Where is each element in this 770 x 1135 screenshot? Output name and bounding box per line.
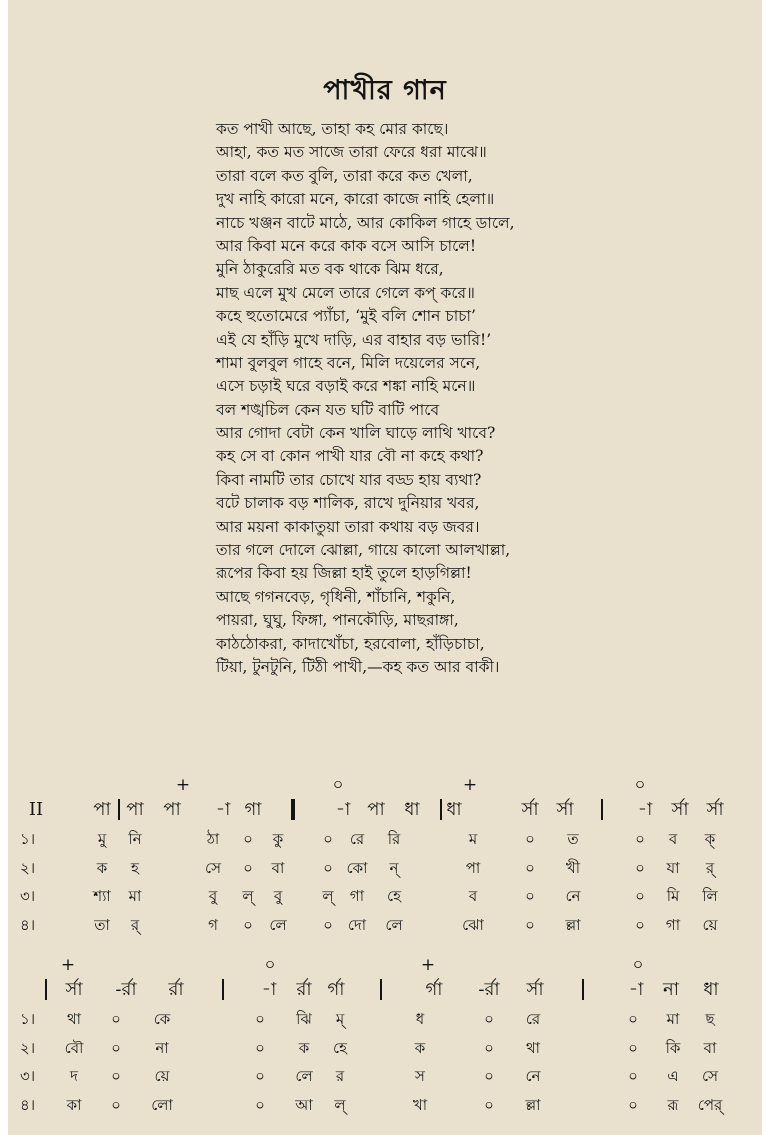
lyric-syllable: ল্‌ xyxy=(334,1095,346,1114)
lyric-syllable: ০ xyxy=(255,1010,265,1028)
lyric-syllable: ০ xyxy=(243,858,253,877)
beat-mark: + xyxy=(420,955,436,975)
lyric-syllable: মি xyxy=(666,887,680,905)
lyric-syllable: না xyxy=(155,1038,169,1057)
poem-line: আর ময়না কাকাতুয়া তারা কথায় বড় জবর। xyxy=(216,517,480,536)
lyric-syllable: ন্‌ xyxy=(389,858,399,877)
lyric-syllable: বা xyxy=(703,1038,717,1057)
swara-note: II xyxy=(28,799,44,820)
lyric-syllable: য়ে xyxy=(154,1067,170,1085)
poem-line: টিয়া, টুনটুনি, টিঠী পাখী,—কহ কত আর বাকী। xyxy=(216,657,500,676)
lyric-syllable: ম xyxy=(468,830,478,848)
lyric-syllable: ০ xyxy=(628,1010,638,1028)
swara-note: পা xyxy=(367,799,385,820)
lyric-syllable: পের্‌ xyxy=(697,1095,723,1114)
bar-line xyxy=(601,799,603,820)
lyric-syllable: ০ xyxy=(111,1095,121,1114)
lyric-syllable: ০ xyxy=(111,1067,121,1085)
swara-note: পা xyxy=(163,799,181,820)
lyric-syllable: ল্‌ xyxy=(322,887,334,905)
lyric-syllable: বু xyxy=(273,887,283,905)
lyric-syllable: ০ xyxy=(525,887,535,905)
poem-line: কাঠঠোকরা, কাদাখোঁচা, হরবোলা, হাঁড়িচাচা, xyxy=(216,634,485,653)
lyric-syllable: পা xyxy=(465,858,481,877)
verse-number: ২। xyxy=(20,1038,36,1057)
lyric-syllable: ক্‌ xyxy=(704,830,716,848)
lyric-syllable: যা xyxy=(666,858,680,877)
verse-number: ১। xyxy=(20,1010,36,1028)
swara-note: র্সা xyxy=(521,799,539,820)
lyric-syllable: ০ xyxy=(628,1095,638,1114)
lyric-syllable: ০ xyxy=(111,1038,121,1057)
lyric-syllable: লে xyxy=(385,915,403,934)
beat-mark: ০ xyxy=(264,955,276,975)
lyric-syllable: রূ xyxy=(667,1095,679,1114)
lyric-syllable: ক xyxy=(96,858,108,877)
lyric-syllable: ম্‌ xyxy=(335,1010,345,1028)
verse-number: ৪। xyxy=(20,1095,36,1114)
poem-text xyxy=(216,118,746,679)
poem-line: এসে চড়াই ঘরে বড়াই করে শঙ্কা নাহি মনে॥ xyxy=(216,377,476,396)
beat-mark-row xyxy=(8,955,762,975)
lyric-syllable: সে xyxy=(702,1067,718,1085)
beat-mark: ০ xyxy=(332,775,344,795)
lyric-syllable: হে xyxy=(333,1038,347,1057)
lyric-syllable: মা xyxy=(128,887,142,905)
swara-note: র্সা xyxy=(706,799,724,820)
lyric-syllable: ০ xyxy=(484,1010,494,1028)
lyric-syllable: ল্লা xyxy=(565,915,581,934)
lyric-syllable: ০ xyxy=(255,1038,265,1057)
lyric-syllable: হ xyxy=(131,858,139,877)
lyric-syllable: ক xyxy=(298,1038,310,1057)
lyric-syllable: আ xyxy=(295,1095,313,1114)
lyric-syllable: রি xyxy=(387,830,401,848)
bar-line xyxy=(582,979,584,1000)
lyric-syllable: গা xyxy=(665,915,681,934)
lyric-syllable: ০ xyxy=(484,1067,494,1085)
lyric-syllable: খী xyxy=(565,858,581,877)
swara-note: র্রা xyxy=(296,979,312,1000)
poem-line: আর কিবা মনে করে কাক বসে আসি চালে! xyxy=(216,236,477,255)
lyric-syllable: ০ xyxy=(635,858,645,877)
lyric-syllable: স xyxy=(415,1067,425,1085)
beat-mark-row xyxy=(8,775,762,795)
poem-line: কহ সে বা কোন পাখী যার বৌ না কহে কথা? xyxy=(216,447,484,466)
swara-note: গা xyxy=(244,799,262,820)
beat-mark: ০ xyxy=(632,955,644,975)
verse-number: ১। xyxy=(20,830,36,848)
lyric-syllable: ব xyxy=(668,830,678,848)
poem-line: আছে গগনবেড়, গৃধিনী, শাঁচানি, শকুনি, xyxy=(216,587,456,606)
swara-note: র্সা xyxy=(671,799,689,820)
bar-line xyxy=(45,979,47,1000)
lyric-syllable: ০ xyxy=(635,887,645,905)
lyric-syllable: ব xyxy=(468,887,478,905)
notation-block-2 xyxy=(8,955,762,1119)
lyric-syllable: গা xyxy=(349,887,365,905)
lyric-syllable: কো xyxy=(346,858,368,877)
swara-note: -া xyxy=(261,979,277,1000)
verse-row xyxy=(8,1091,762,1120)
swara-note: -া xyxy=(628,979,644,1000)
lyric-syllable: কা xyxy=(66,1095,82,1114)
lyric-syllable: দ xyxy=(70,1067,78,1085)
lyric-syllable: ০ xyxy=(111,1010,121,1028)
lyric-syllable: মু xyxy=(97,830,107,848)
song-title: পাখীর গান xyxy=(323,75,447,106)
poem-line: তার গলে দোলে ঝোল্লা, গায়ে কালো আলখাল্লা, xyxy=(216,541,511,560)
lyric-syllable: ০ xyxy=(255,1067,265,1085)
lyric-syllable: য়ে xyxy=(702,915,718,934)
lyric-syllable: বা xyxy=(271,858,285,877)
lyric-syllable: ০ xyxy=(323,915,333,934)
lyric-syllable: ঠা xyxy=(206,830,220,848)
swara-note: -া xyxy=(637,799,653,820)
lyric-syllable: সে xyxy=(205,858,221,877)
swara-note: -র্রা xyxy=(478,979,500,1000)
lyric-syllable: র্‌ xyxy=(705,858,715,877)
lyric-syllable: ছ xyxy=(705,1010,715,1028)
lyric-syllable: হে xyxy=(387,887,401,905)
poem-line: আহা, কত মত সাজে তারা ফেরে ধরা মাঝে॥ xyxy=(216,143,487,162)
lyric-syllable: ঝো xyxy=(462,915,484,934)
verse-number: ২। xyxy=(20,858,36,877)
swara-note: র্গা xyxy=(327,979,345,1000)
lyric-syllable: রে xyxy=(525,1010,541,1028)
lyric-syllable: নে xyxy=(565,887,581,905)
poem-line: কিবা নামটি তার চোখে যার বড্ড হায় ব্যথা? xyxy=(216,470,482,489)
lyric-syllable: ০ xyxy=(255,1095,265,1114)
poem-line: শামা বুলবুল গাহে বনে, মিলি দয়েলের সনে, xyxy=(216,353,481,372)
beat-mark: ০ xyxy=(634,775,646,795)
poem-line: পায়রা, ঘুঘু, ফিঙ্গা, পানকৌড়ি, মাছরাঙ্গা, xyxy=(216,611,459,630)
lyric-syllable: কু xyxy=(272,830,284,848)
swara-note: ধা xyxy=(404,799,420,820)
verse-number: ৩। xyxy=(20,887,36,905)
bar-line xyxy=(440,799,442,820)
lyric-syllable: ০ xyxy=(635,830,645,848)
verse-row xyxy=(8,825,762,854)
lyric-syllable: থা xyxy=(525,1038,541,1057)
lyric-syllable: খা xyxy=(412,1095,428,1114)
lyric-syllable: তা xyxy=(94,915,110,934)
lyric-syllable: কে xyxy=(153,1010,171,1028)
lyric-syllable: বৌ xyxy=(64,1038,84,1057)
bar-line xyxy=(291,799,295,820)
poem-line: তারা বলে কত বুলি, তারা করে কত খেলা, xyxy=(216,166,473,185)
verse-row xyxy=(8,854,762,883)
lyric-syllable: ত xyxy=(567,830,579,848)
poem-line: রূপের কিবা হয় জিল্লা হাই তুলে হাড়গিল্লা! xyxy=(216,564,472,583)
bar-line xyxy=(222,979,224,1000)
lyric-syllable: কি xyxy=(665,1038,681,1057)
poem-line: বটে চালাক বড় শালিক, রাখে দুনিয়ার খবর, xyxy=(216,494,480,513)
lyric-syllable: ০ xyxy=(635,915,645,934)
beat-mark: + xyxy=(462,775,478,795)
poem-line: কহে হুতোমেরে প্যাঁচা, ‘মুই বলি শোন চাচা’ xyxy=(216,307,476,326)
verse-row xyxy=(8,882,762,911)
beat-mark: + xyxy=(60,955,76,975)
poem-line: নাচে খঞ্জন বাটে মাঠে, আর কোকিল গাহে ডালে, xyxy=(216,213,515,232)
verse-row xyxy=(8,911,762,940)
poem-line: বল শঙ্খচিল কেন যত ঘটি বাটি পাবে xyxy=(216,400,440,419)
lyric-syllable: ০ xyxy=(525,915,535,934)
poem-line: আর গোদা বেটা কেন খালি ঘাড়ে লাথি খাবে? xyxy=(216,424,496,443)
verse-row xyxy=(8,1062,762,1091)
poem-line: এই যে হাঁড়ি মুখে দাড়ি, এর বাহার বড় ভারি!’ xyxy=(216,330,492,349)
swara-note: ধা xyxy=(703,979,719,1000)
lyric-syllable: দো xyxy=(347,915,367,934)
beat-mark: + xyxy=(175,775,191,795)
swara-note: র্গা xyxy=(425,979,443,1000)
lyric-syllable: ০ xyxy=(243,830,253,848)
lyric-syllable: ০ xyxy=(323,858,333,877)
poem-line: কত পাখী আছে, তাহা কহ মোর কাছে। xyxy=(216,120,449,138)
lyric-syllable: ধ xyxy=(415,1010,425,1028)
poem-line: মাছ এলে মুখ মেলে তারে গেলে কপ্‌ করে॥ xyxy=(216,283,475,302)
swara-row xyxy=(8,795,762,825)
verse-number: ৩। xyxy=(20,1067,36,1085)
lyric-syllable: ০ xyxy=(525,830,535,848)
lyric-syllable: লে xyxy=(269,915,287,934)
lyric-syllable: এ xyxy=(667,1067,679,1085)
swara-note: পা xyxy=(126,799,144,820)
swara-note: ধা xyxy=(446,799,462,820)
lyric-syllable: বু xyxy=(208,887,218,905)
lyric-syllable: মা xyxy=(666,1010,680,1028)
lyric-syllable: র্‌ xyxy=(130,915,140,934)
lyric-syllable: ল্‌ xyxy=(242,887,254,905)
lyric-syllable: ০ xyxy=(243,915,253,934)
lyric-syllable: ০ xyxy=(628,1038,638,1057)
lyric-syllable: ০ xyxy=(484,1095,494,1114)
lyric-syllable: লো xyxy=(151,1095,173,1114)
swara-note: পা xyxy=(93,799,111,820)
verse-row xyxy=(8,1034,762,1063)
lyric-syllable: ০ xyxy=(628,1067,638,1085)
lyric-syllable: ক xyxy=(414,1038,426,1057)
lyric-syllable: ঝি xyxy=(296,1010,312,1028)
poem-line: দুখ নাহি কারো মনে, কারো কাজে নাহি হেলা॥ xyxy=(216,190,495,209)
notation-block-1 xyxy=(8,775,762,939)
lyric-syllable: শ্যা xyxy=(93,887,111,905)
swara-note: র্সা xyxy=(556,799,574,820)
swara-note: র্সা xyxy=(526,979,544,1000)
swara-note: র্সা xyxy=(65,979,83,1000)
lyric-syllable: ০ xyxy=(323,830,333,848)
lyric-syllable: নে xyxy=(525,1067,541,1085)
verse-row xyxy=(8,1005,762,1034)
lyric-syllable: ০ xyxy=(525,858,535,877)
lyric-syllable: নি xyxy=(128,830,142,848)
swara-row xyxy=(8,975,762,1005)
lyric-syllable: লে xyxy=(295,1067,313,1085)
swara-note: না xyxy=(663,979,679,1000)
lyric-syllable: ল্লা xyxy=(525,1095,541,1114)
lyric-syllable: রে xyxy=(349,830,365,848)
lyric-syllable: থা xyxy=(66,1010,82,1028)
bar-line xyxy=(380,979,382,1000)
bar-line xyxy=(118,799,120,820)
lyric-syllable: লি xyxy=(702,887,718,905)
lyric-syllable: ০ xyxy=(484,1038,494,1057)
verse-number: ৪। xyxy=(20,915,36,934)
lyric-syllable: গ xyxy=(208,915,218,934)
swara-note: -া xyxy=(335,799,351,820)
swara-note: -র্রা xyxy=(115,979,137,1000)
lyric-syllable: র xyxy=(335,1067,345,1085)
swara-note: র্রা xyxy=(168,979,184,1000)
poem-line: মুনি ঠাকুরেরি মত বক থাকে ঝিম ধরে, xyxy=(216,260,444,279)
swara-note: -া xyxy=(215,799,231,820)
scanned-page xyxy=(8,0,762,1135)
